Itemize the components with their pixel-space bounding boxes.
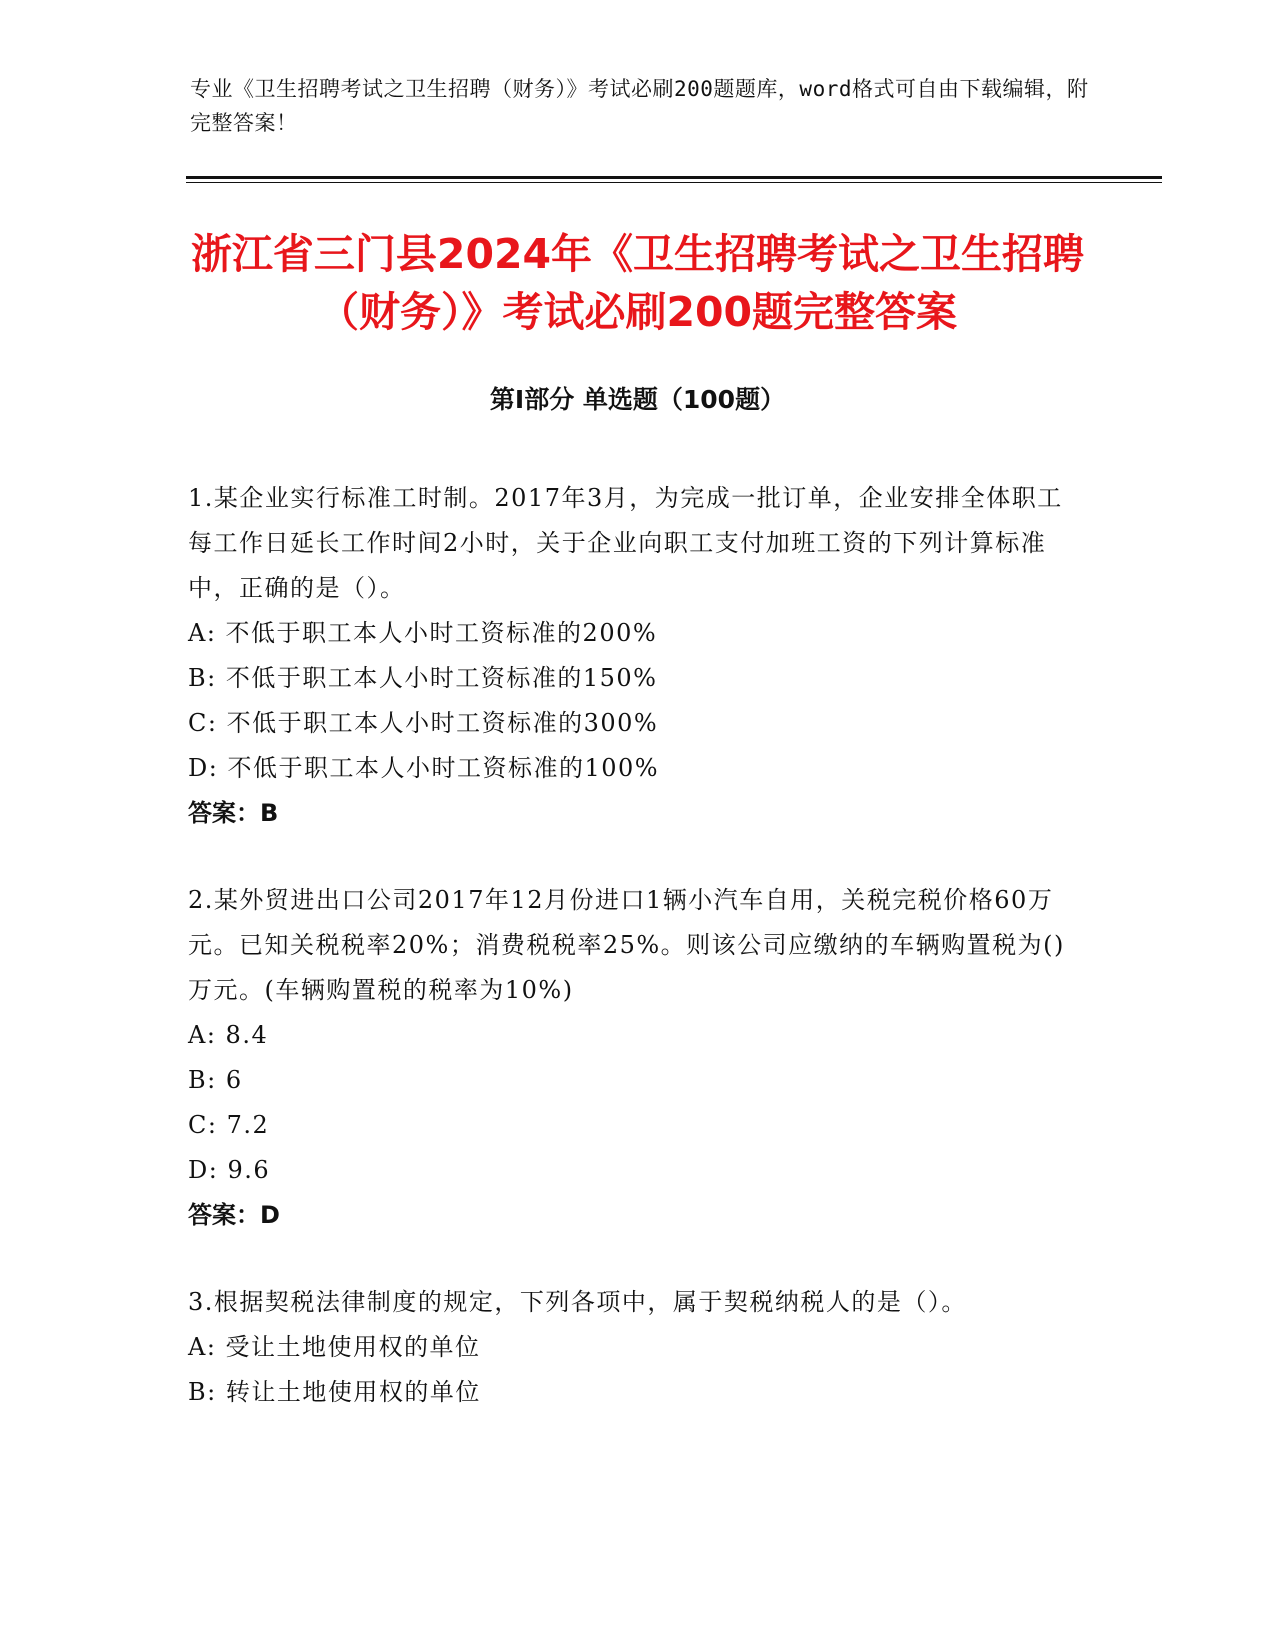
question-1	[188, 476, 1073, 836]
header-divider-thin	[186, 182, 1162, 183]
option-b: B: 6	[188, 1066, 243, 1094]
option-a: A: 8.4	[188, 1021, 269, 1049]
option-b: B: 转让土地使用权的单位	[188, 1378, 481, 1406]
question-stem: 2.某外贸进出口公司2017年12月份进口1辆小汽车自用，关税完税价格60万元。已知关税税率20%；消费税税率25%。则该公司应缴纳的车辆购置税为()万元。(车辆购置税的税率为10%)	[188, 886, 1065, 1004]
answer-label: 答案：D	[188, 1201, 280, 1229]
option-a: A: 受让土地使用权的单位	[188, 1333, 481, 1361]
option-b: B: 不低于职工本人小时工资标准的150%	[188, 664, 658, 692]
question-2	[188, 878, 1073, 1238]
header-divider-thick	[186, 176, 1162, 179]
section-heading: 第I部分 单选题（100题）	[489, 385, 786, 414]
option-c: C: 不低于职工本人小时工资标准的300%	[188, 709, 659, 737]
option-d: D: 不低于职工本人小时工资标准的100%	[188, 754, 660, 782]
option-a: A: 不低于职工本人小时工资标准的200%	[188, 619, 658, 647]
question-3	[188, 1280, 1073, 1415]
answer-label: 答案：B	[188, 799, 279, 827]
question-stem: 1.某企业实行标准工时制。2017年3月，为完成一批订单，企业安排全体职工每工作日延长工作时间2小时，关于企业向职工支付加班工资的下列计算标准中，正确的是（）。	[188, 484, 1063, 602]
question-list	[188, 476, 1073, 1457]
document-title: 浙江省三门县2024年《卫生招聘考试之卫生招聘（财务）》考试必刷200题完整答案	[190, 230, 1085, 336]
option-c: C: 7.2	[188, 1111, 270, 1139]
option-d: D: 9.6	[188, 1156, 271, 1184]
header-note: 专业《卫生招聘考试之卫生招聘（财务）》考试必刷200题题库，word格式可自由下载编辑，附完整答案！	[190, 77, 1089, 135]
question-stem: 3.根据契税法律制度的规定，下列各项中，属于契税纳税人的是（）。	[188, 1288, 967, 1316]
